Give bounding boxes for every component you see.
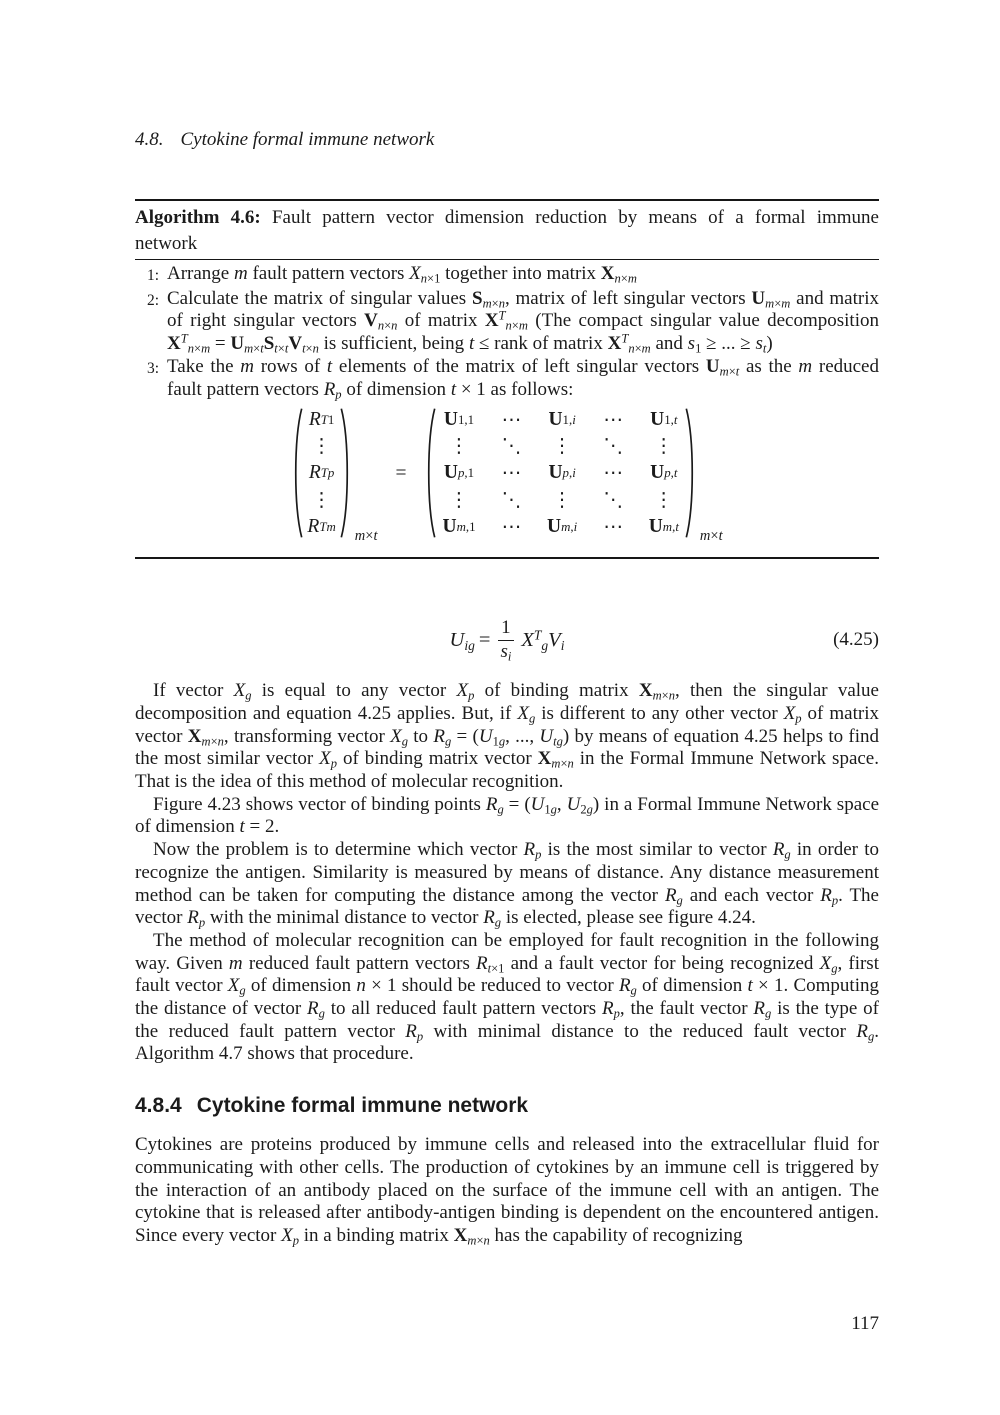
matrix-cell: U p,t — [650, 462, 678, 484]
algorithm-caption-line1 — [135, 205, 879, 231]
algorithm-caption — [135, 201, 879, 259]
algorithm-caption-label: Algorithm 4.6: — [135, 207, 261, 228]
vector-cell: ⋮ — [311, 436, 332, 458]
equation-4-25 — [135, 609, 879, 671]
equals-sign: = — [395, 462, 407, 484]
vector-cells — [304, 406, 338, 540]
algorithm-step-1 — [135, 263, 879, 288]
step-number: 3: — [146, 359, 159, 377]
running-header-title: Cytokine formal immune network — [180, 129, 435, 150]
paragraph: If vector $X_g$ is equal to any vector $X_p$ of binding matrix $X_{m\times n}$, then the singular value decomposition and equation 4.25 applies. But, if $X_g$ is different to any other vector $X_p$ of matrix vector $X_{m\times n}$, transforming vector $X_g$ to $R_g = (U_{1g}$, ..., $U_{tg}$) by means of equation 4.25 helps to find the most similar vector $X_p$ of binding matrix vector $X_{m\times n}$ in the Formal Immune Network space. That is the idea of this method of molecular recognition. — [135, 680, 879, 793]
algorithm-box — [135, 199, 879, 559]
vector-cell: ⋮ — [311, 490, 332, 511]
equation-lhs: $U_{ig}$ — [449, 628, 475, 653]
matrix-cell: U m,1 — [442, 515, 476, 537]
right-paren-icon — [339, 406, 352, 540]
running-header — [135, 0, 879, 151]
matrix-cell: ⋯ — [501, 516, 522, 538]
step-text: Arrange m fault pattern vectors $X_{n\times 1}$ together into matrix $X_{n\times m}$ — [167, 263, 637, 286]
matrix-cell: ⋯ — [603, 463, 623, 485]
matrix-cell: ⋯ — [501, 463, 522, 485]
matrix-cell: ⋱ — [501, 436, 522, 458]
matrix-cell: ⋮ — [552, 490, 572, 511]
paragraph: Now the problem is to determine which vector $R_p$ is the most similar to vector $R_g$ in order to recognize the antigen. Similarity is measured by means of distance. Any distance measurement method can be taken for computing the distance among the vector $R_g$ and each vector $R_p$. The vector $R_p$ with the minimal distance to vector $R_g$ is elected, please see figure 4.24. — [135, 839, 879, 930]
body-paragraphs — [135, 680, 879, 1066]
matrix-cell: ⋮ — [449, 490, 469, 511]
step-number: 1: — [146, 267, 159, 284]
equation-fraction — [497, 617, 514, 663]
section-title: Cytokine formal immune network — [196, 1094, 529, 1118]
matrix-equation — [135, 401, 879, 557]
page-content — [135, 0, 879, 1248]
algorithm-bottom-rule — [135, 557, 879, 559]
matrix-cell: U m,t — [648, 515, 679, 537]
fraction-numerator: 1 — [498, 617, 514, 640]
matrix-cell: U 1,t — [650, 408, 678, 430]
equation-rhs: $X^T_gV_i$ — [521, 626, 565, 653]
paragraph: Cytokines are proteins produced by immune cells and released into the extracellular fluid for communicating with other cells. The production of cytokines by an immune cell is triggered by the interaction of an antibody placed on the surface of the immune cell with an antigen. The cytokine that is released after antibody-antigen binding is dependent on the encountered antigen. Since every vector $X_p$ in a binding matrix $X_{m\times n}$ has the capability of recognizing — [135, 1134, 879, 1248]
vector-cell: R T 1 — [308, 408, 335, 430]
matrix-cell: ⋮ — [654, 436, 674, 458]
algorithm-caption-text: Fault pattern vector dimension reduction by means of a formal immune — [260, 207, 879, 228]
matrix-cell: ⋱ — [603, 490, 623, 511]
matrix-cell: ⋮ — [449, 436, 469, 458]
vector-cell: R T m — [307, 515, 336, 537]
page-number: 117 — [851, 1313, 879, 1334]
matrix-cell: ⋱ — [603, 436, 623, 458]
running-header-section-number: 4.8. — [135, 129, 164, 150]
step-text: Take the m rows of t elements of the matrix of left singular vectors $U_{m\times t}$ as the m reduced fault pattern vectors $R_p$ of dimension t × 1 as follows: — [167, 355, 879, 402]
section-number: 4.8.4 — [135, 1094, 182, 1118]
matrix-cell: ⋯ — [603, 516, 623, 538]
matrix-cells — [437, 406, 683, 540]
matrix-dimension-subscript: m×t — [699, 528, 723, 545]
matrix-cell: U p,i — [548, 462, 576, 484]
step-text: Calculate the matrix of singular values $S_{m\times n}$, matrix of left singular vectors $U_{m\times m}$ and matrix of right singular vectors $V_{n\times n}$ of matrix $X^T_{n\times m}$ (The compact singular value decomposition $X^T_{n\times m} = U_{m\times t}S_{t\times t}V_{t\times n}$ is sufficient, being t ≤ rank of matrix $X^T_{n\times m}$ and $s_1$ ≥ ... ≥ $s_t$) — [167, 287, 879, 356]
fraction-denominator: $s_i$ — [500, 640, 512, 664]
matrix-cell: ⋱ — [501, 490, 522, 511]
lhs-vector — [291, 406, 377, 545]
algorithm-step-2 — [135, 288, 879, 356]
matrix-cell: ⋮ — [654, 490, 674, 511]
vector-cell: R T p — [308, 462, 335, 484]
matrix-cell: U p,1 — [443, 462, 475, 484]
paragraph: Figure 4.23 shows vector of binding points $R_g = (U_{1g}$, $U_{2g}$) in a Formal Immune Network space of dimension t = 2. — [135, 793, 880, 838]
equation-equals: = — [478, 628, 491, 651]
matrix-cell: ⋯ — [501, 409, 522, 431]
matrix-cell: U m,i — [547, 515, 578, 537]
matrix-cell: U 1,i — [548, 408, 576, 430]
left-paren-icon — [424, 406, 437, 540]
paragraph: The method of molecular recognition can be employed for fault recognition in the following way. Given m reduced fault pattern vectors $R_{t\times 1}$ and a fault vector for being recognized $X_g$, first fault vector $X_g$ of dimension n × 1 should be reduced to vector $R_g$ of dimension t × 1. Computing the distance of vector $R_g$ to all reduced fault pattern vectors $R_p$, the fault vector $R_g$ is the type of the reduced fault pattern vector $R_p$ with minimal distance to the reduced fault vector $R_g$. Algorithm 4.7 shows that procedure. — [135, 929, 879, 1065]
right-paren-icon — [684, 406, 697, 540]
algorithm-caption-line2: network — [135, 232, 198, 254]
matrix-cell: ⋯ — [603, 409, 623, 431]
algorithm-step-3 — [135, 356, 879, 401]
algorithm-steps — [135, 260, 879, 401]
vector-dimension-subscript: m×t — [354, 528, 378, 545]
matrix-cell: ⋮ — [552, 436, 572, 458]
left-paren-icon — [291, 406, 304, 540]
step-number: 2: — [146, 291, 159, 309]
equation-number: (4.25) — [833, 629, 879, 651]
rhs-matrix — [424, 406, 722, 545]
section-heading — [135, 1093, 879, 1119]
matrix-cell: U 1,1 — [443, 408, 475, 430]
